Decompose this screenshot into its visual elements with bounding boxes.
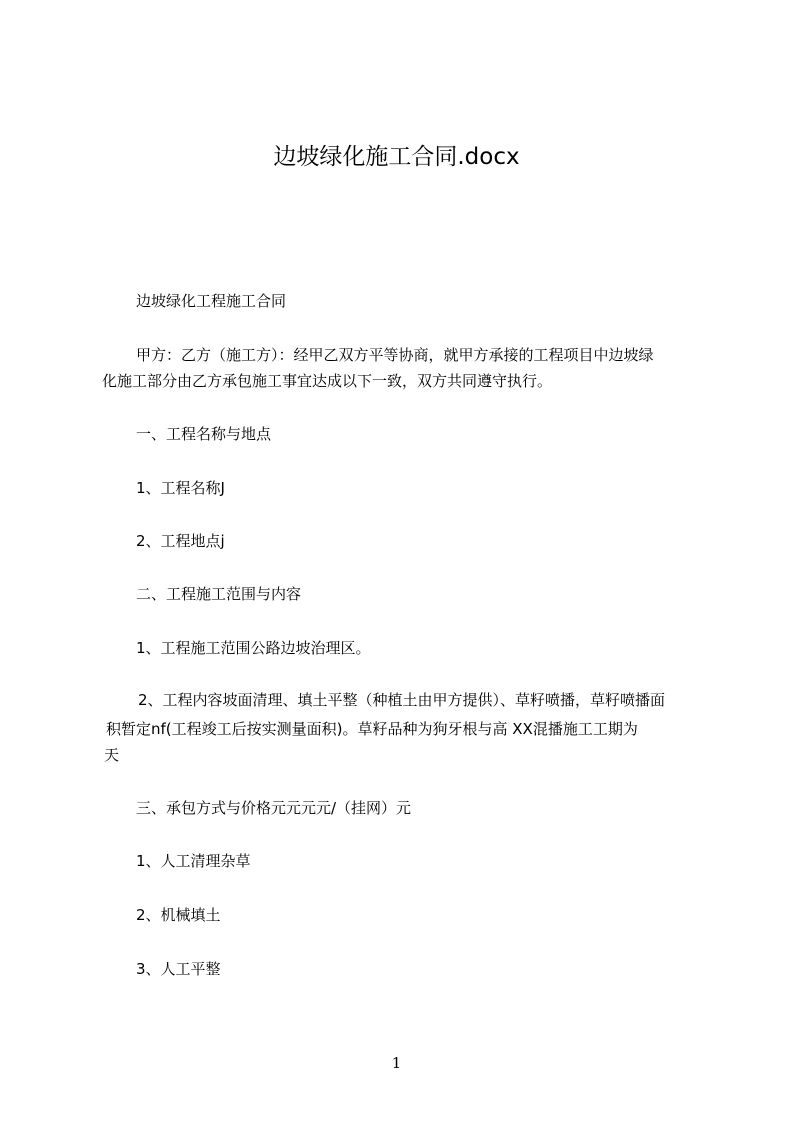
paragraph-content-line1: 2、工程内容坡面清理、填土平整（种植土由甲方提供）、草籽喷播，草籽喷播面 xyxy=(138,691,666,709)
list-item: 1、工程施工范围公路边坡治理区。 xyxy=(136,639,371,657)
section-heading-1: 一、工程名称与地点 xyxy=(136,425,272,443)
section-heading-2: 二、工程施工范围与内容 xyxy=(136,585,302,603)
paragraph-parties-line1: 甲方：乙方（施工方）：经甲乙双方平等协商，就甲方承接的工程项目中边坡绿 xyxy=(136,346,654,364)
contract-heading: 边坡绿化工程施工合同 xyxy=(136,292,287,310)
list-item: 2、机械填土 xyxy=(136,906,221,924)
paragraph-content-line2: 积暂定nf(工程竣工后按实测量面积)。草籽品种为狗牙根与高 XX混播施工工期为 xyxy=(106,720,638,738)
document-title: 边坡绿化施工合同.docx xyxy=(273,144,520,170)
list-item: 1、工程名称J xyxy=(136,479,225,497)
paragraph-content-line3: 天 xyxy=(104,746,120,764)
section-heading-3: 三、承包方式与价格元元元元/（挂网）元 xyxy=(136,799,412,817)
list-item: 1、人工清理杂草 xyxy=(136,852,251,870)
paragraph-parties-line2: 化施工部分由乙方承包施工事宜达成以下一致，双方共同遵守执行。 xyxy=(102,372,553,390)
page-number: 1 xyxy=(391,1054,402,1072)
list-item: 2、工程地点j xyxy=(136,532,225,550)
list-item: 3、人工平整 xyxy=(136,960,221,978)
